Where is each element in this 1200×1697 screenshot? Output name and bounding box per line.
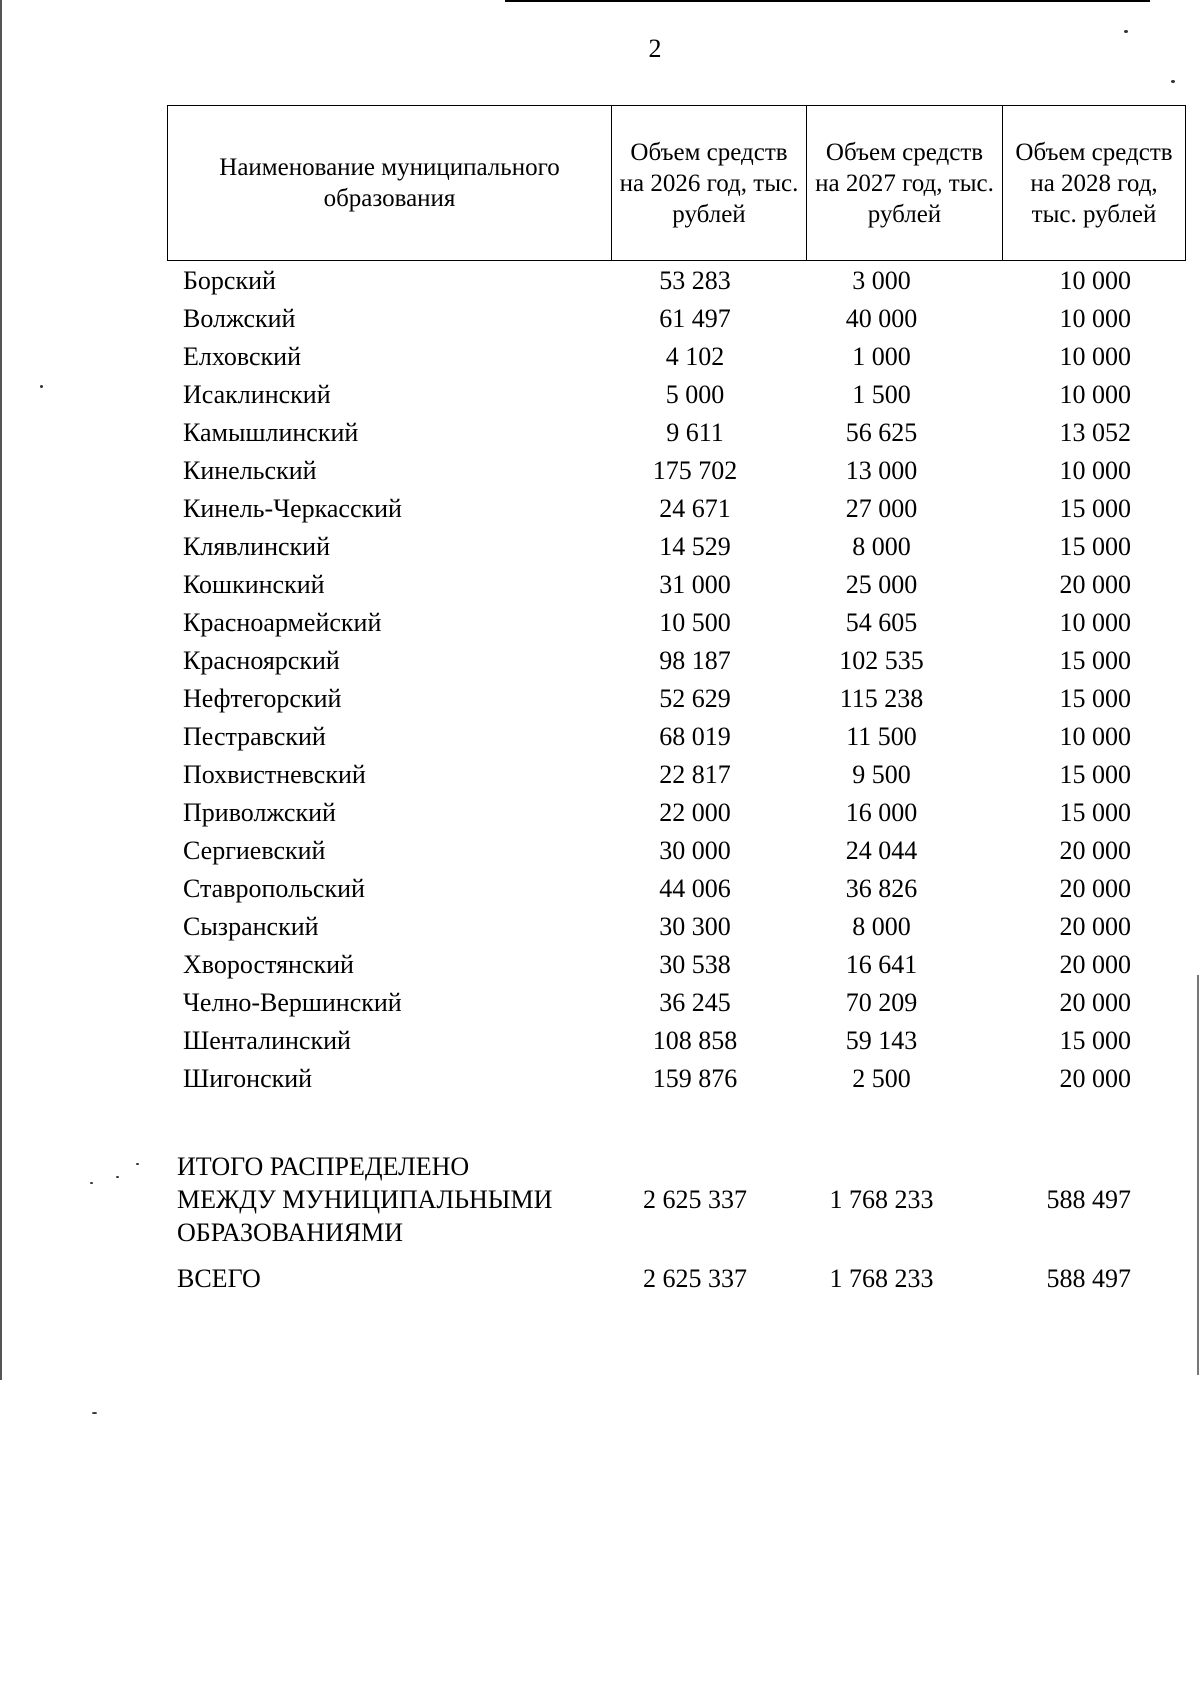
scan-speck [116,1176,119,1178]
scan-edge-top [505,0,1150,2]
row-value-2028: 15 000 [1059,684,1131,713]
row-value-2027: 16 641 [845,950,918,979]
row-value-2028: 15 000 [1059,532,1131,561]
distributed-total-row [167,1150,1149,1249]
row-value-2027: 8 000 [852,912,911,941]
table-row [167,452,1149,490]
row-value-2027: 27 000 [845,494,918,523]
table-row [167,870,1149,908]
header-year-2028: Объем средств на 2028 год, тыс. рублей [1003,106,1186,261]
row-value-2027: 54 605 [845,608,918,637]
row-name: Хворостянский [183,950,354,979]
grand-total-label: ВСЕГО [177,1264,261,1293]
page-number-text: 2 [648,34,662,63]
scan-edge-left [0,0,2,1380]
row-value-2028: 20 000 [1059,912,1131,941]
header-year-2026: Объем средств на 2026 год, тыс. рублей [612,106,807,261]
row-name: Красноярский [183,646,340,675]
row-value-2026: 31 000 [659,570,731,599]
row-value-2028: 10 000 [1059,722,1131,751]
row-value-2026: 98 187 [659,646,731,675]
row-value-2028: 20 000 [1059,570,1131,599]
row-value-2026: 24 671 [659,494,731,523]
row-value-2028: 10 000 [1059,266,1131,295]
row-value-2028: 15 000 [1059,494,1131,523]
row-value-2027: 2 500 [852,1064,911,1093]
table-row [167,604,1149,642]
row-value-2027: 115 238 [839,684,924,713]
row-value-2027: 9 500 [852,760,911,789]
table-row [167,642,1149,680]
row-name: Нефтегорский [183,684,342,713]
table-row [167,908,1149,946]
page-number [0,34,1200,64]
scan-speck [92,1412,97,1414]
row-value-2026: 44 006 [659,874,731,903]
row-value-2026: 159 876 [652,1064,738,1093]
row-value-2027: 11 500 [846,722,917,751]
table-row [167,680,1149,718]
row-name: Ставропольский [183,874,365,903]
row-value-2027: 1 000 [852,342,911,371]
distributed-total-label-line: МЕЖДУ МУНИЦИПАЛЬНЫМИ [177,1185,553,1214]
row-name: Пестравский [183,722,326,751]
table-row [167,528,1149,566]
table-row [167,376,1149,414]
row-value-2027: 36 826 [845,874,918,903]
scan-speck [90,1182,93,1184]
row-value-2026: 68 019 [659,722,731,751]
row-value-2028: 10 000 [1059,456,1131,485]
row-value-2027: 40 000 [845,304,918,333]
distributed-total-2026: 2 625 337 [643,1184,747,1214]
table-row [167,794,1149,832]
row-value-2028: 10 000 [1059,342,1131,371]
distributed-total-label [167,1150,602,1249]
table-row [167,566,1149,604]
row-value-2027: 102 535 [839,646,924,675]
row-value-2026: 61 497 [659,304,731,333]
row-value-2026: 30 538 [659,950,731,979]
row-name: Борский [183,266,276,295]
row-name: Похвистневский [183,760,366,789]
table-row [167,1022,1149,1060]
row-value-2026: 22 817 [659,760,731,789]
row-value-2028: 15 000 [1059,1026,1131,1055]
row-value-2028: 20 000 [1059,836,1131,865]
grand-total-2026: 2 625 337 [643,1264,747,1293]
row-name: Кинельский [183,456,317,485]
row-value-2026: 5 000 [665,380,725,409]
row-value-2026: 22 000 [659,798,731,827]
grand-total-2027: 1 768 233 [829,1264,934,1293]
row-name: Кошкинский [183,570,325,599]
row-name: Шигонский [183,1064,313,1093]
scan-speck [1124,30,1128,33]
table-body [167,262,1149,1098]
table-row [167,832,1149,870]
table-row [167,1060,1149,1098]
scan-speck [136,1163,139,1165]
table-row [167,300,1149,338]
row-value-2026: 175 702 [652,456,738,485]
scan-speck [40,385,43,388]
row-value-2028: 20 000 [1059,988,1131,1017]
distributed-total-2027: 1 768 233 [829,1184,934,1214]
row-value-2027: 3 000 [852,266,911,295]
table-row [167,414,1149,452]
row-value-2027: 16 000 [845,798,918,827]
table-row [167,338,1149,376]
row-name: Волжский [183,304,296,333]
table-row [167,756,1149,794]
table-header [167,105,1186,261]
row-value-2026: 52 629 [659,684,731,713]
distributed-total-label-line: ИТОГО РАСПРЕДЕЛЕНО [177,1152,470,1181]
row-value-2026: 53 283 [659,266,731,295]
row-name: Исаклинский [183,380,331,409]
row-value-2027: 8 000 [852,532,911,561]
header-year-2027: Объем средств на 2027 год, тыс. рублей [807,106,1003,261]
row-value-2026: 36 245 [659,988,731,1017]
row-value-2028: 20 000 [1059,950,1131,979]
grand-total-row [167,1264,1149,1294]
row-value-2027: 70 209 [845,988,918,1017]
row-name: Камышлинский [183,418,359,447]
row-name: Елховский [183,342,301,371]
row-name: Приволжский [183,798,336,827]
table-row [167,490,1149,528]
row-value-2026: 14 529 [659,532,731,561]
row-value-2027: 59 143 [845,1026,918,1055]
row-value-2028: 15 000 [1059,798,1131,827]
table-row [167,262,1149,300]
row-value-2028: 20 000 [1059,874,1131,903]
distributed-total-2028: 588 497 [1046,1184,1131,1214]
row-value-2028: 10 000 [1059,380,1131,409]
row-value-2027: 13 000 [845,456,918,485]
row-name: Кинель-Черкасский [183,494,402,523]
row-value-2027: 56 625 [845,418,918,447]
table-row [167,984,1149,1022]
table-row [167,718,1149,756]
row-name: Сергиевский [183,836,326,865]
distributed-total-label-line: ОБРАЗОВАНИЯМИ [177,1218,404,1247]
row-value-2028: 20 000 [1059,1064,1131,1093]
row-value-2026: 30 300 [659,912,731,941]
scan-edge-right [1197,975,1199,1375]
row-value-2028: 10 000 [1059,304,1131,333]
row-value-2028: 15 000 [1059,646,1131,675]
row-value-2026: 108 858 [652,1026,738,1055]
row-value-2027: 25 000 [845,570,918,599]
row-name: Клявлинский [183,532,331,561]
row-name: Челно-Вершинский [183,988,402,1017]
row-name: Красноармейский [183,608,382,637]
row-value-2026: 30 000 [659,836,731,865]
row-value-2026: 10 500 [659,608,731,637]
header-name: Наименование муниципального образования [168,106,612,261]
scan-speck [1171,80,1175,83]
row-name: Шенталинский [183,1026,351,1055]
grand-total-2028: 588 497 [1046,1264,1131,1293]
row-value-2027: 24 044 [845,836,918,865]
row-value-2026: 4 102 [665,342,725,371]
row-value-2026: 9 611 [666,418,724,447]
table-row [167,946,1149,984]
row-value-2028: 10 000 [1059,608,1131,637]
row-value-2027: 1 500 [852,380,911,409]
row-name: Сызранский [183,912,319,941]
row-value-2028: 13 052 [1059,418,1131,447]
row-value-2028: 15 000 [1059,760,1131,789]
